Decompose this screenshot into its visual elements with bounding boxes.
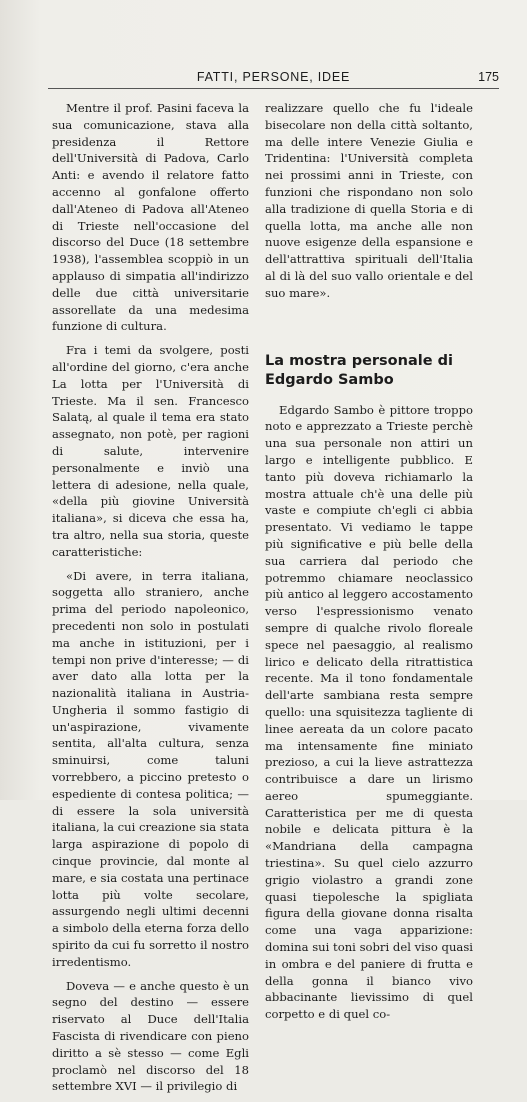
- paragraph: Edgardo Sambo è pittore troppo noto e apprezzato a Trieste perchè una sua personale non attiri un largo e intelligente pubblico. E tanto più doveva richiamarlo la mostra attuale ch'è una delle più vaste e compiute ch'egli ci abbia presentato. Vi vediamo le tappe più significative e più belle della sua carriera dal periodo che potremmo chiamare neoclassico più antico al leggero accostamento verso l'espressionismo venato sempre di qualche rivolo floreale spece nel paesaggio, al realismo lirico e delicato della ritrattistica recente. Ma il tono fondamentale dell'arte sambiana resta sempre quello: una squisitezza tagliente di linee aereata da un colore pacato ma intensamente fine miniato prezioso, a cui la lieve astrattezza contribuisce a dare un lirismo aereo spumeggiante. Caratteristica per me di questa nobile e delicata pittura è la «Mandriana della campagna triestina». Su quel cielo azzurro grigio violastro a grandi zone quasi tiepolesche la spigliata figura della giovane donna risalta come una vaga apparizione: domina sui toni sobri del viso quasi in ombra e del paniere di frutta e della gonna il bianco vivo abbacinante lievissimo di quel corpetto e di quel co-: [265, 402, 473, 1022]
- paragraph-continued: realizzare quello che fu l'ideale bisecolare non della città soltanto, ma delle intere Venezie Giulia e Tridentina: l'Università completa nei prossimi anni in Trieste, con funzioni che rispondano non solo alla tradizione di quella Storia e di quella lotta, ma anche alle non nuove esigenze della espansione e dell'attrattiva spirituali dell'Italia al di là del suo vallo orientale e del suo mare».: [265, 101, 473, 300]
- quote-paragraph: «Di avere, in terra italiana, soggetta allo straniero, anche prima del periodo napoleonico, precedenti non solo in postulati ma anche in istituzioni, per i tempi non prive d'interesse; — di aver dato alla lotta per la nazionalità italiana in Austria-Ungheria il sommo fastigio di un'aspirazione, vivamente sentita, all'alta cultura, senza sminuirsi, come taluni vorrebbero, a piccino pretesto o espediente di contesa politica; — di essere la sola università italiana, la cui creazione sia stata larga aspirazione di popolo di cinque provincie, dal monte al mare, e sia costata una pertinace lotta più volte secolare, assurgendo negli ultimi decenni a simbolo della eterna forza dello spirito da cui fu sorretto il nostro irredentismo.: [52, 568, 249, 969]
- paragraph: Mentre il prof. Pasini faceva la sua comunicazione, stava alla presidenza il Rettore dell'Università di Padova, Carlo Anti: e avendo il relatore fatto accenno al gonfalone offerto dall'Ateneo di Padova all'Ateneo di Trieste nell'occasione del discorso del Duce (18 settembre 1938), l'assemblea scoppiò in un applauso di simpatia all'indirizzo delle due città universitarie assorellate da una medesima funzione di cultura.: [52, 101, 249, 334]
- paragraph: Doveva — e anche questo è un segno del destino — essere riservato al Duce dell'Italia Fascista di rivendicare con pieno diritto a sè stesso — come Egli proclamò nel discorso del 18 settembre XVI — il privilegio di: [52, 978, 249, 1094]
- right-column: [265, 100, 473, 1030]
- paragraph: Fra i temi da svolgere, posti all'ordine del giorno, c'era anche La lotta per l'Università di Trieste. Ma il sen. Francesco Salatą, al quale il tema era stato assegnato, non potè, per ragioni di salute, intervenire personalmente e inviò una lettera di adesione, nella quale, «della più giovine Università italiana», si diceva che essa ha, tra altro, nella sua storia, queste caratteristiche:: [52, 343, 249, 559]
- section-title: La mostra personale di Edgardo Sambo: [265, 352, 453, 388]
- running-title: FATTI, PERSONE, IDEE: [196, 70, 351, 84]
- page-number: 175: [478, 70, 499, 84]
- running-header: [48, 66, 499, 89]
- left-column: [52, 100, 249, 1102]
